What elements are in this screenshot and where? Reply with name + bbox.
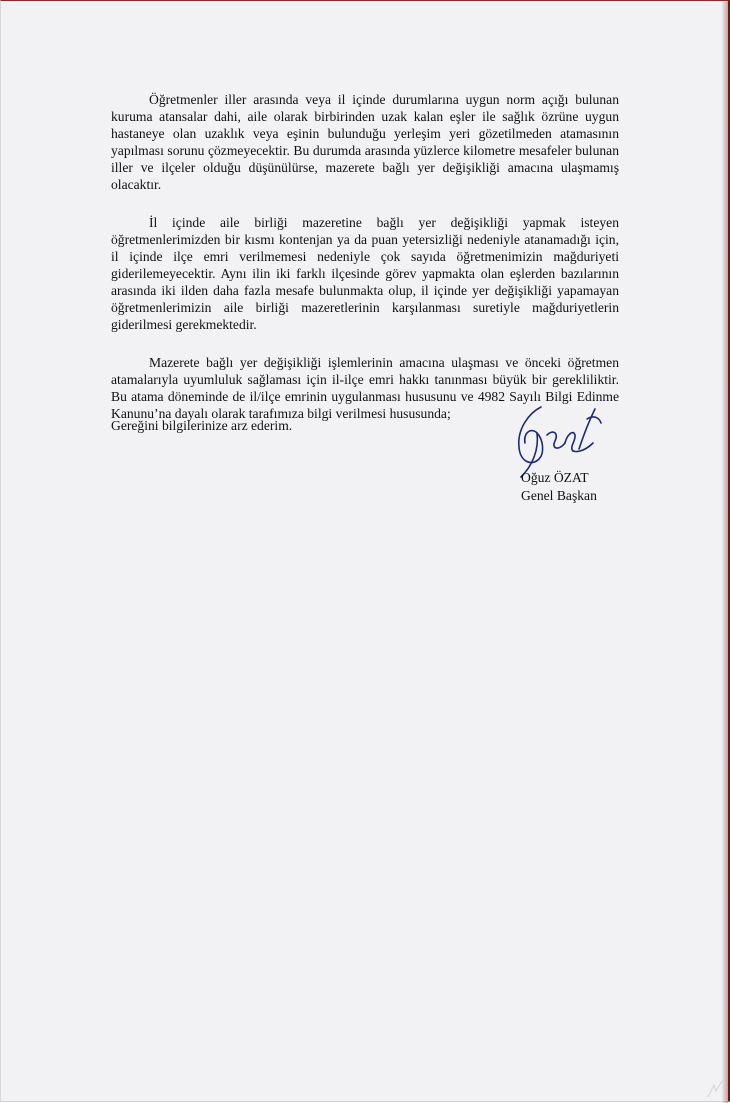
signer-block xyxy=(521,469,597,505)
signer-title: Genel Başkan xyxy=(521,488,597,503)
paragraph-2: İl içinde aile birliği mazeretine bağlı yer değişikliği yapmak isteyen öğretmenlerimizden bir kısmı kontenjan ya da puan yetersizliği nedeniyle atanamadığı için, il içinde ilçe emri verilmemesi nedeniyle çok sayıda öğretmenimizin mağduriyeti giderilemeyecektir. Aynı ilin iki farklı ilçesinde görev yapmakta olan eşlerden bazılarının arasında iki ilden daha fazla mesafe bulunmakta olup, il içinde yer değişikliği yapamayan öğretmenlerimizin aile birliği mazeretlerinin karşılanması suretiyle mağduriyetlerin giderilmesi gerekmektedir. xyxy=(111,215,619,332)
letter-body xyxy=(111,91,619,443)
signer-name: Oğuz ÖZAT xyxy=(521,470,589,485)
closing-line: Gereğini bilgilerinize arz ederim. xyxy=(111,418,293,433)
page-edge-shadow xyxy=(722,1,728,1103)
paragraph-3: Mazerete bağlı yer değişikliği işlemlerinin amacına ulaşması ve önceki öğretmen atamalarıyla uyumluluk sağlaması için il-ilçe emri hakkı tanınması büyük bir gerekliliktir. Bu atama döneminde de il/ilçe emrinin uygulanması hususunu ve 4982 Sayılı Bilgi Edinme Kanunu’na dayalı olarak tarafımıza bilgi verilmesi hususunda; xyxy=(111,355,619,421)
scan-artifact-icon xyxy=(706,1079,724,1099)
paragraph-1: Öğretmenler iller arasında veya il içinde durumlarına uygun norm açığı bulunan kuruma atansalar dahi, aile olarak birbirinden uzak kalan eşler ile sağlık özrüne uygun hastaneye olan uzaklık veya eşinin bulunduğu yerleşim yeri gözetilmeden atamasının yapılması sorunu çözmeyecektir. Bu durumda arasında yüzlerce kilometre mesafeler bulunan iller ve ilçeler olduğu düşünülürse, mazerete bağlı yer değişikliği amacına ulaşmamış olacaktır. xyxy=(111,92,619,192)
